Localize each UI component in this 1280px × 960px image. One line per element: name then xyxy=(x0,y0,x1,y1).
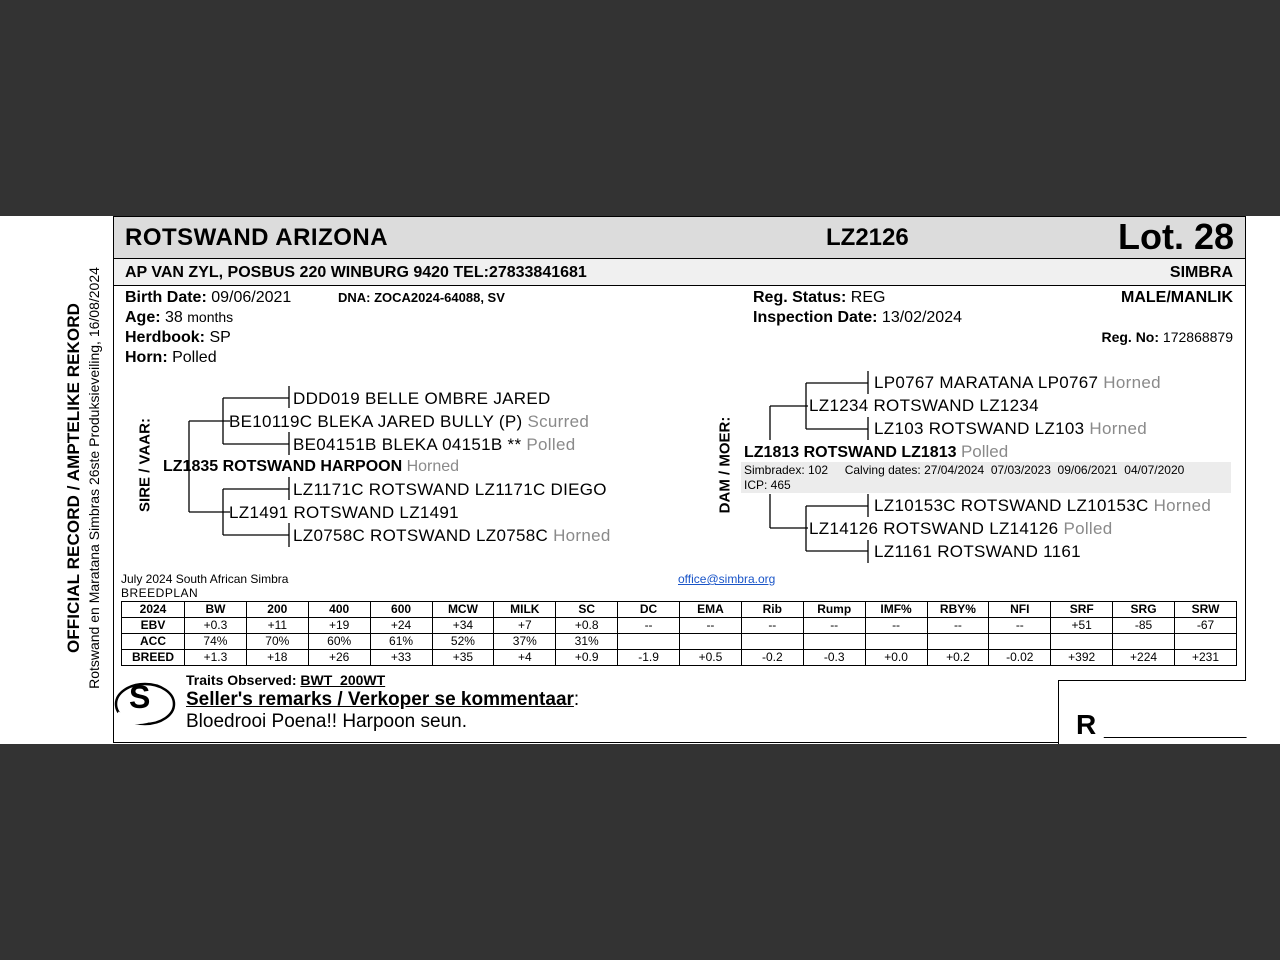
ebv-cell: 31% xyxy=(556,634,618,650)
ebv-cell: -0.02 xyxy=(989,650,1051,666)
ebv-cell: -- xyxy=(618,618,680,634)
dam-simbradex: Simbradex: 102 Calving dates: 27/04/2024 07/03/2023 09/06/2021 04/07/2020 xyxy=(744,463,1185,477)
ebv-cell: +0.9 xyxy=(556,650,618,666)
ebv-cell: +0.2 xyxy=(927,650,989,666)
ebv-cell: 200 xyxy=(246,602,308,618)
ebv-cell: +19 xyxy=(308,618,370,634)
ebv-cell: 52% xyxy=(432,634,494,650)
ebv-cell: +224 xyxy=(1113,650,1175,666)
reg-status: Reg. Status: REG xyxy=(753,289,886,306)
ebv-cell xyxy=(741,634,803,650)
ebv-table xyxy=(121,601,1237,666)
ebv-cell: 37% xyxy=(494,634,556,650)
dam-sire: LZ1234 ROTSWAND LZ1234 xyxy=(809,396,1039,415)
horn-status: Horn: Polled xyxy=(125,349,217,366)
ebv-cell: -- xyxy=(680,618,742,634)
ebv-cell: MILK xyxy=(494,602,556,618)
dam-label: DAM / MOER: xyxy=(716,416,734,514)
ebv-cell: -- xyxy=(927,618,989,634)
ebv-cell: +4 xyxy=(494,650,556,666)
ebv-cell: +34 xyxy=(432,618,494,634)
traits-observed: Traits Observed: BWT 200WT xyxy=(186,672,386,688)
ebv-cell: EMA xyxy=(680,602,742,618)
ebv-cell: -- xyxy=(741,618,803,634)
ebv-cell: SRF xyxy=(1051,602,1113,618)
sire-dam-sire: LZ1171C ROTSWAND LZ1171C DIEGO xyxy=(293,480,607,499)
ebv-cell: +231 xyxy=(1175,650,1237,666)
price-line: ________________ xyxy=(1104,722,1247,739)
sire-dam: LZ1491 ROTSWAND LZ1491 xyxy=(229,503,459,522)
ebv-cell: Rump xyxy=(803,602,865,618)
ebv-cell: ACC xyxy=(122,634,185,650)
dam: LZ1813 ROTSWAND LZ1813 Polled xyxy=(744,442,1009,461)
dam-dam-sire: LZ10153C ROTSWAND LZ10153C Horned xyxy=(874,496,1212,515)
ebv-row xyxy=(122,634,1237,650)
lot-number: Lot. 28 xyxy=(1117,216,1234,257)
ebv-cell xyxy=(927,634,989,650)
email-link[interactable]: office@simbra.org xyxy=(678,572,776,586)
ebv-cell: -1.9 xyxy=(618,650,680,666)
ebv-cell xyxy=(618,634,680,650)
reg-number: Reg. No: 172868879 xyxy=(1101,329,1233,345)
animal-name: ROTSWAND ARIZONA xyxy=(125,224,389,251)
ebv-cell: -- xyxy=(865,618,927,634)
ebv-cell: 74% xyxy=(185,634,247,650)
ebv-cell xyxy=(803,634,865,650)
ebv-cell: +0.5 xyxy=(680,650,742,666)
ebv-cell: +1.3 xyxy=(185,650,247,666)
ebv-cell: NFI xyxy=(989,602,1051,618)
ebv-cell xyxy=(989,634,1051,650)
ebv-cell xyxy=(1175,634,1237,650)
ebv-cell: 2024 xyxy=(122,602,185,618)
ebv-cell: RBY% xyxy=(927,602,989,618)
ebv-row xyxy=(122,618,1237,634)
birth-date: Birth Date: 09/06/2021 xyxy=(125,289,292,306)
ebv-cell: 60% xyxy=(308,634,370,650)
ebv-cell: +0.3 xyxy=(185,618,247,634)
ebv-cell: +33 xyxy=(370,650,432,666)
age: Age: 38 months xyxy=(125,309,234,326)
dam-dam-dam: LZ1161 ROTSWAND 1161 xyxy=(874,542,1081,561)
ebv-cell: +392 xyxy=(1051,650,1113,666)
ebv-cell: BW xyxy=(185,602,247,618)
ebv-cell: EBV xyxy=(122,618,185,634)
inspection-date: Inspection Date: 13/02/2024 xyxy=(753,309,962,326)
ebv-header-row xyxy=(122,602,1237,618)
ebv-cell: -- xyxy=(989,618,1051,634)
sale-name-label: Rotswand en Maratana Simbras 26ste Produksieveiling, 16/08/2024 xyxy=(86,267,102,689)
ebv-cell: +51 xyxy=(1051,618,1113,634)
ebv-cell: +7 xyxy=(494,618,556,634)
ebv-cell: -67 xyxy=(1175,618,1237,634)
sire-sire-dam: BE04151B BLEKA 04151B ** Polled xyxy=(293,435,576,454)
remarks-title: Seller's remarks / Verkoper se kommentaar: xyxy=(186,689,580,710)
breedplan-label: BREEDPLAN xyxy=(121,586,199,600)
ebv-cell: +35 xyxy=(432,650,494,666)
sire-sire-sire: DDD019 BELLE OMBRE JARED xyxy=(293,389,551,408)
ebv-source: July 2024 South African Simbra xyxy=(121,572,289,586)
sire-label: SIRE / VAAR: xyxy=(136,418,154,512)
ebv-cell: MCW xyxy=(432,602,494,618)
ebv-cell: SRG xyxy=(1113,602,1175,618)
ebv-cell: +18 xyxy=(246,650,308,666)
ebv-row xyxy=(122,650,1237,666)
ebv-cell: -- xyxy=(803,618,865,634)
ebv-cell: 400 xyxy=(308,602,370,618)
ebv-cell xyxy=(865,634,927,650)
ebv-cell: 70% xyxy=(246,634,308,650)
owner-details: AP VAN ZYL, POSBUS 220 WINBURG 9420 TEL:27833841681 xyxy=(125,264,587,281)
ebv-cell: +11 xyxy=(246,618,308,634)
herdbook: Herdbook: SP xyxy=(125,329,231,346)
ebv-cell: 600 xyxy=(370,602,432,618)
logo-letter: S xyxy=(129,679,151,715)
ebv-cell xyxy=(1051,634,1113,650)
dam-dam: LZ14126 ROTSWAND LZ14126 Polled xyxy=(809,519,1113,538)
sire-dam-dam: LZ0758C ROTSWAND LZ0758C Horned xyxy=(293,526,611,545)
official-record-label: OFFICIAL RECORD / AMPTELIKE REKORD xyxy=(64,302,83,654)
breed-label: SIMBRA xyxy=(1169,264,1233,281)
ebv-cell: IMF% xyxy=(865,602,927,618)
ebv-cell: DC xyxy=(618,602,680,618)
sex-label: MALE/MANLIK xyxy=(1121,289,1233,306)
ebv-cell: Rib xyxy=(741,602,803,618)
ebv-cell: SC xyxy=(556,602,618,618)
ebv-cell: BREED xyxy=(122,650,185,666)
ebv-cell: SRW xyxy=(1175,602,1237,618)
dam-sire-sire: LP0767 MARATANA LP0767 Horned xyxy=(874,373,1161,392)
ebv-cell xyxy=(680,634,742,650)
animal-id: LZ2126 xyxy=(826,224,909,251)
ebv-cell: -0.3 xyxy=(803,650,865,666)
ebv-cell: 61% xyxy=(370,634,432,650)
price-currency: R xyxy=(1076,709,1097,740)
ebv-cell: +0.0 xyxy=(865,650,927,666)
ebv-cell: -85 xyxy=(1113,618,1175,634)
ebv-cell: -0.2 xyxy=(741,650,803,666)
ebv-cell: +0.8 xyxy=(556,618,618,634)
dam-sire-dam: LZ103 ROTSWAND LZ103 Horned xyxy=(874,419,1147,438)
ebv-cell xyxy=(1113,634,1175,650)
dam-icp: ICP: 465 xyxy=(744,478,791,492)
sire: LZ1835 ROTSWAND HARPOON Horned xyxy=(163,458,460,475)
ebv-cell: +24 xyxy=(370,618,432,634)
sire-sire: BE10119C BLEKA JARED BULLY (P) Scurred xyxy=(229,412,590,431)
remarks-text: Bloedrooi Poena!! Harpoon seun. xyxy=(186,711,467,732)
dna-info: DNA: ZOCA2024-64088, SV xyxy=(338,290,505,305)
ebv-cell: +26 xyxy=(308,650,370,666)
